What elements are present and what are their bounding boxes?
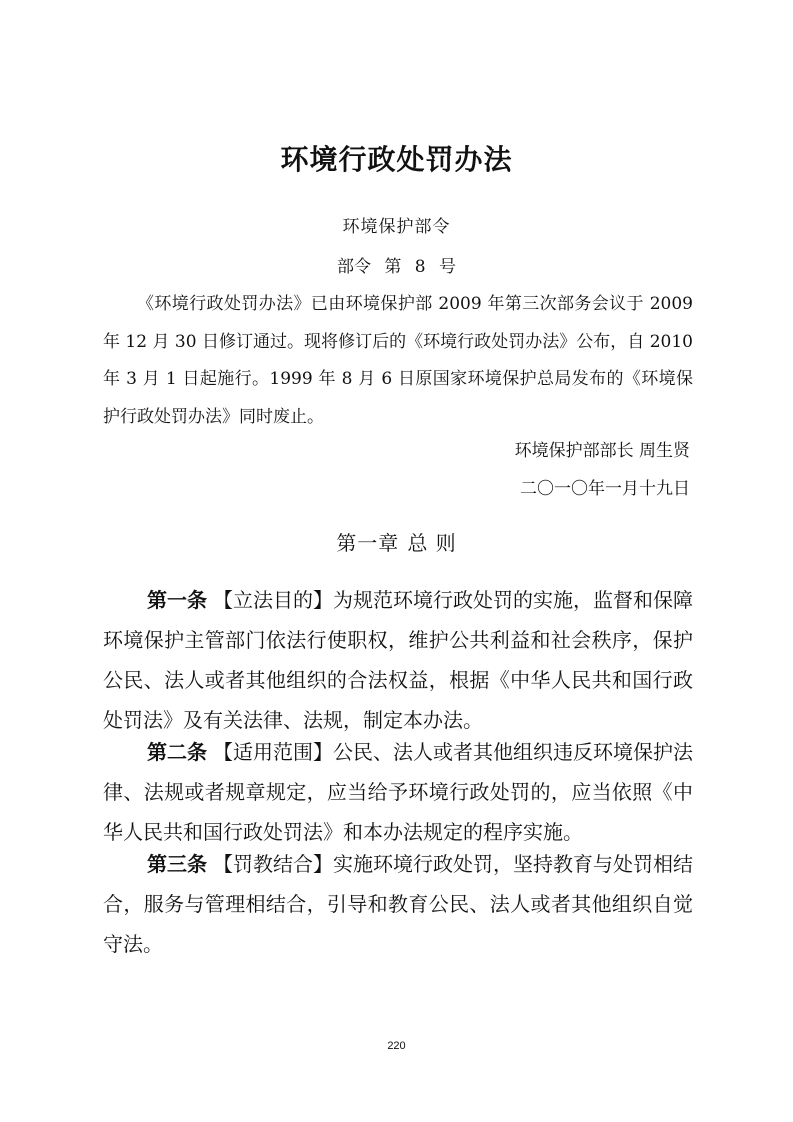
signer: 环境保护部部长 周生贤 [514, 441, 690, 461]
article-text: 【适用范围】公民、法人或者其他组织违反环境保护法律、法规或者规章规定，应当给予环境行政处罚的，应当依照《中华人民共和国行政处罚法》和本办法规定的程序实施。 [103, 740, 693, 844]
order-number: 8 [414, 257, 426, 277]
order-prefix: 部令 [336, 257, 371, 277]
order-mid: 第 [384, 257, 402, 277]
issue-date: 二〇一〇年一月十九日 [520, 479, 690, 499]
article-3 [103, 844, 693, 964]
order-issuer: 环境保护部令 [342, 217, 451, 237]
article-text: 【立法目的】为规范环境行政处罚的实施，监督和保障环境保护主管部门依法行使职权，维护公共利益和社会秩序，保护公民、法人或者其他组织的合法权益，根据《中华人民共和国行政处罚法》及有关法律、法规，制定本办法。 [103, 588, 693, 732]
document-title: 环境行政处罚办法 [280, 143, 513, 176]
chapter-heading [0, 527, 793, 556]
article-number: 第三条 [147, 852, 207, 876]
article-text: 【罚教结合】实施环境行政处罚，坚持教育与处罚相结合，服务与管理相结合，引导和教育公民、法人或者其他组织自觉守法。 [103, 852, 693, 956]
article-number: 第二条 [147, 740, 207, 764]
chapter-label: 第一章 [336, 531, 400, 555]
page-number: 220 [387, 1040, 406, 1052]
intro-paragraph: 《环境行政处罚办法》已由环境保护部 2009 年第三次部务会议于 2009 年 12 月 30 日修订通过。现将修订后的《环境行政处罚办法》公布，自 2010 年 3 月 1 日起施行。1999 年 8 月 6 日原国家环境保护总局发布的《环境保护行政处罚办法》同时废止。 [103, 294, 693, 427]
article-number: 第一条 [147, 588, 207, 612]
order-suffix: 号 [439, 257, 457, 277]
chapter-title: 总 则 [407, 531, 457, 555]
article-1 [103, 580, 693, 740]
article-2 [103, 732, 693, 852]
order-number-line [0, 252, 793, 277]
